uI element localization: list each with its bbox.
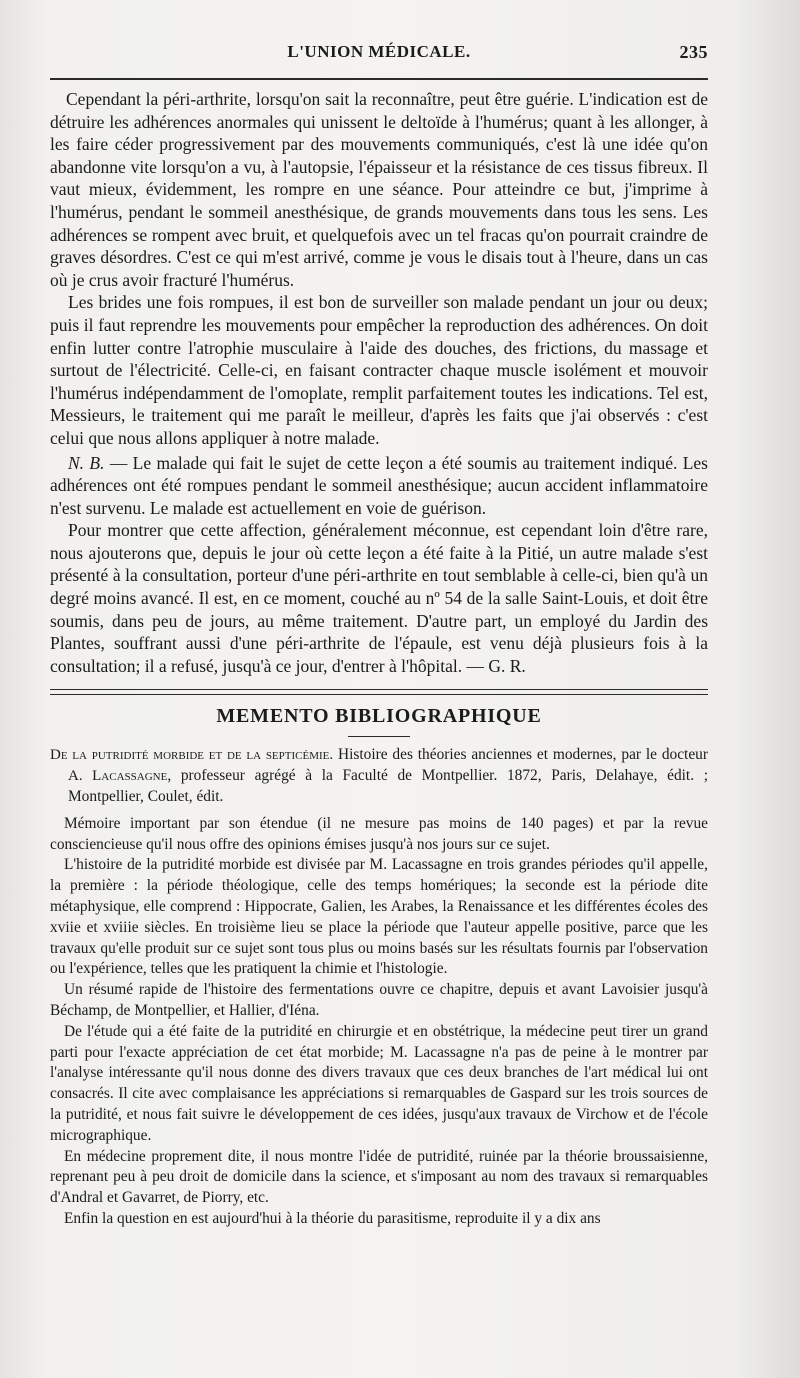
entry-text: Histoire des théories anciennes et modernes, par le docteur [333,746,708,764]
review-paragraph: Enfin la question en est aujourd'hui à la théorie du parasitisme, reproduite il y a dix ans [64,1209,601,1227]
nota-bene-paragraph [50,452,708,520]
article-body [50,88,708,677]
review-paragraph: De l'étude qui a été faite de la putridité en chirurgie et en obstétrique, la médecine peut tirer un grand parti pour l'exacte appréciation de cet état morbide; M. Lacassagne n'a pas de peine à le montrer par l'analyse intéressante qu'il nous donne des divers travaux que ces deux branches de l'art médical lui ont consacrés. Il cite avec complaisance les appréciations si remarquables de Gaspard sur les trois sources de la putridité, et nous fait suivre le développement de ces idées, jusqu'aux travaux de Virchow et de l'école micrographique. [50,1022,708,1144]
header-rule [50,78,708,80]
title-rule [348,736,410,737]
section-title: MEMENTO BIBLIOGRAPHIQUE [216,705,542,728]
entry-author: A. Lacassagne [68,768,168,785]
review-paragraph: Mémoire important par son étendue (il ne mesure pas moins de 140 pages) et par la revue consciencieuse qu'il nous offre des opinions émises jusqu'à nos jours sur ce sujet. [50,814,708,853]
review-paragraph: Un résumé rapide de l'histoire des fermentations ouvre ce chapitre, depuis et avant Lavoisier jusqu'à Béchamp, de Montpellier, et Hallier, d'Iéna. [50,981,708,1019]
entry-title: De la putridité morbide et de la septicémie. [50,747,334,764]
review-paragraph: L'histoire de la putridité morbide est divisée par M. Lacassagne en trois grandes périodes qu'il appelle, la première : la période théologique, celle des temps homériques; la seconde est la période dite métaphysique, elle comprend : Hippocrate, Galien, les Arabes, la Renaissance et les différentes écoles des xviie et xviiie siècles. En troisième lieu se place la période que l'auteur appelle positive, parce que les travaux qu'elle produit sur ce sujet sont tous plus ou moins basés sur les résultats fournis par l'observation ou l'expérience, telles que les pratiquent la chimie et l'histologie. [50,856,708,978]
section-divider [50,689,708,695]
article-paragraph: Cependant la péri-arthrite, lorsqu'on sait la reconnaître, peut être guérie. L'indication est de détruire les adhérences anormales qui unissent le deltoïde à l'humérus; quant à les allonger, à les faire céder progressivement par des mouvements communiqués, c'est là une idée qu'on abandonne vite lorsqu'on a vu, à l'autopsie, l'épaisseur et la résistance de ces tissus fibreux. Il vaut mieux, évidemment, les rompre en une séance. Pour atteindre ce but, j'imprime à l'humérus, pendant le sommeil anesthésique, de grands mouvements dans tous les sens. Les adhérences se rompent avec bruit, et quelquefois avec un tel fracas qu'on pourrait craindre de graves désordres. C'est ce qui m'est arrivé, comme je vous le disais tout à l'heure, dans un cas où je crus avoir fracturé l'humérus. [50,89,708,290]
article-paragraph: Les brides une fois rompues, il est bon de surveiller son malade pendant un jour ou deux; puis il faut reprendre les mouvements pour empêcher la reproduction des adhérences. On doit enfin lutter contre l'atrophie musculaire à l'aide des douches, des frictions, du massage et surtout de l'électricité. Celle-ci, en faisant contracter chaque muscle isolément et mouvoir l'humérus indépendamment de l'omoplate, remplit parfaitement toutes les indications. Tel est, Messieurs, le traitement qui me paraît le meilleur, d'après les faits que j'ai observés : c'est celui que nous allons appliquer à notre malade. [50,292,708,448]
entry-tail: , professeur agrégé à la Faculté de Montpellier. 1872, Paris, Delahaye, édit. ; Montpellier, Coulet, édit. [68,767,708,806]
review-paragraph: En médecine proprement dite, il nous montre l'idée de putridité, ruinée par la théorie broussaisienne, reprenant peu à peu droit de domicile dans la science, et s'imposant au nom des travaux si remarquables d'Andral et Gavarret, de Piorry, etc. [50,1147,708,1207]
page-content [50,38,708,1230]
nota-bene-label: N. B. [68,452,105,473]
nota-bene-text: — Le malade qui fait le sujet de cette leçon a été soumis au traitement indiqué. Les adhérences ont été rompues pendant le sommeil anesthésique; aucun accident inflammatoire n'est survenu. Le malade est actuellement en voie de guérison. [50,452,708,518]
bibliography-section [50,745,708,1229]
page-number: 235 [679,42,708,62]
journal-title: L'UNION MÉDICALE. [287,42,471,61]
running-header [50,38,708,68]
bibliography-entry [50,745,708,807]
closing-paragraph: Pour montrer que cette affection, généralement méconnue, est cependant loin d'être rare, nous ajouterons que, depuis le jour où cette leçon a été faite à la Pitié, un autre malade s'est présenté à la consultation, porteur d'une péri-arthrite en tout semblable à celle-ci, bien qu'à un degré moins avancé. Il est, en ce moment, couché au nº 54 de la salle Saint-Louis, et doit être soumis, dans peu de jours, au même traitement. D'autre part, un employé du Jardin des Plantes, souffrant aussi d'une péri-arthrite de l'épaule, est venu déjà plusieurs fois à la consultation; il a refusé, jusqu'à ce jour, d'entrer à l'hôpital. — G. R. [50,520,708,676]
